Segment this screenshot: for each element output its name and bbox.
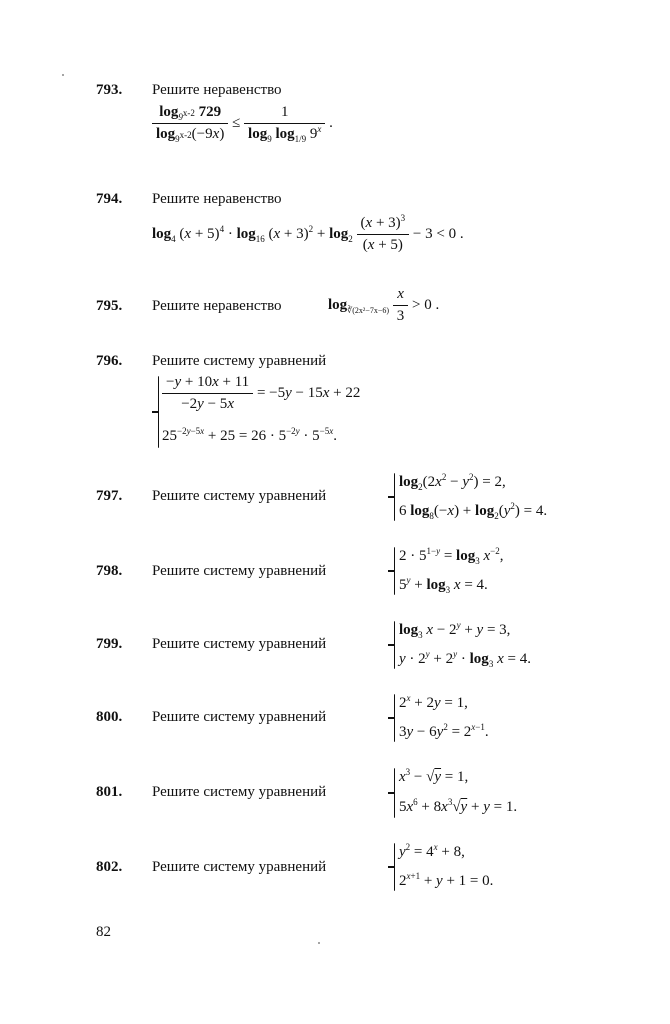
page-number: 82 xyxy=(96,924,111,940)
problem-number-795: 795. xyxy=(96,298,123,314)
scan-speck xyxy=(318,942,320,944)
problem-number-793: 793. xyxy=(96,82,123,98)
problem-prompt-797: Решите систему уравнений xyxy=(152,488,327,504)
system-eq1-799: $\log_3 x - 2^y + y = 3$, xyxy=(399,620,511,640)
system-eq1-798: $2 \cdot 5^{1-y} = \log_3 x^{-2}$, xyxy=(399,546,504,566)
system-brace-800 xyxy=(394,694,395,742)
problem-number-800: 800. xyxy=(96,709,123,725)
system-eq2-796: $25^{-2y-5x} + 25 = 26 \cdot 5^{-2y} \cdot 5^{-5x}$. xyxy=(162,426,337,444)
system-brace-801 xyxy=(394,768,395,818)
problem-formula-795: $\log_{∛(2x^2-7x-6)}$ $\frac{x}{3}$ > 0 . xyxy=(328,286,440,324)
system-eq1-802: $y^2 = 4^x + 8$, xyxy=(399,842,465,860)
system-brace-796 xyxy=(158,376,159,448)
problem-prompt-794: Решите неравенство xyxy=(152,191,282,207)
problem-prompt-795: Решите неравенство xyxy=(152,298,282,314)
system-brace-798 xyxy=(394,547,395,595)
scan-speck xyxy=(62,74,64,76)
system-brace-799 xyxy=(394,621,395,669)
problem-prompt-801: Решите систему уравнений xyxy=(152,784,327,800)
problem-prompt-799: Решите систему уравнений xyxy=(152,636,327,652)
problem-prompt-796: Решите систему уравнений xyxy=(152,353,327,369)
problem-formula-794: $\log_4 (x + 5)^4 \cdot \log_{16} (x + 3)^2 + \log_2$ $\frac{(x + 3)^3}{(x + 5)}$ − 3 < 0 . xyxy=(152,213,464,253)
system-eq2-799: $y \cdot 2^y + 2^y \cdot \log_3 x = 4$. xyxy=(399,649,531,669)
system-eq2-801: $5x^6 + 8x^3√y + y = 1$. xyxy=(399,797,518,815)
problem-number-802: 802. xyxy=(96,859,123,875)
problem-number-797: 797. xyxy=(96,488,123,504)
problem-formula-793: $\frac{\log_{9^{x-2}} 729}{\log_{9^{x-2}}(-9x)}$ ≤ $\frac{1}{\log_9 \log_{1/9} 9^x}$ . xyxy=(152,104,333,143)
system-eq2-797: 6 $\log_8(-x) + \log_2(y^2) = 4$. xyxy=(399,501,548,521)
system-eq2-800: $3y - 6y^2 = 2^{x-1}$. xyxy=(399,722,489,740)
problem-number-794: 794. xyxy=(96,191,123,207)
system-eq2-798: $5^y + \log_3 x = 4$. xyxy=(399,575,488,595)
system-eq1-801: $x^3 - √y = 1$, xyxy=(399,767,469,785)
problem-number-798: 798. xyxy=(96,563,123,579)
system-eq2-802: $2^{x+1} + y + 1 = 0$. xyxy=(399,871,494,889)
system-eq1-796: $\frac{-y + 10x + 11}{-2y - 5x}$ = −5y − 15x + 22 xyxy=(162,374,360,413)
problem-prompt-793: Решите неравенство xyxy=(152,82,282,98)
problem-prompt-800: Решите систему уравнений xyxy=(152,709,327,725)
problem-number-799: 799. xyxy=(96,636,123,652)
system-eq1-797: $\log_2(2x^2 - y^2) = 2$, xyxy=(399,472,506,492)
problem-number-796: 796. xyxy=(96,353,123,369)
problem-prompt-802: Решите систему уравнений xyxy=(152,859,327,875)
system-eq1-800: $2^x + 2y = 1$, xyxy=(399,693,468,711)
problem-number-801: 801. xyxy=(96,784,123,800)
system-brace-802 xyxy=(394,843,395,891)
system-brace-797 xyxy=(394,473,395,521)
problem-prompt-798: Решите систему уравнений xyxy=(152,563,327,579)
